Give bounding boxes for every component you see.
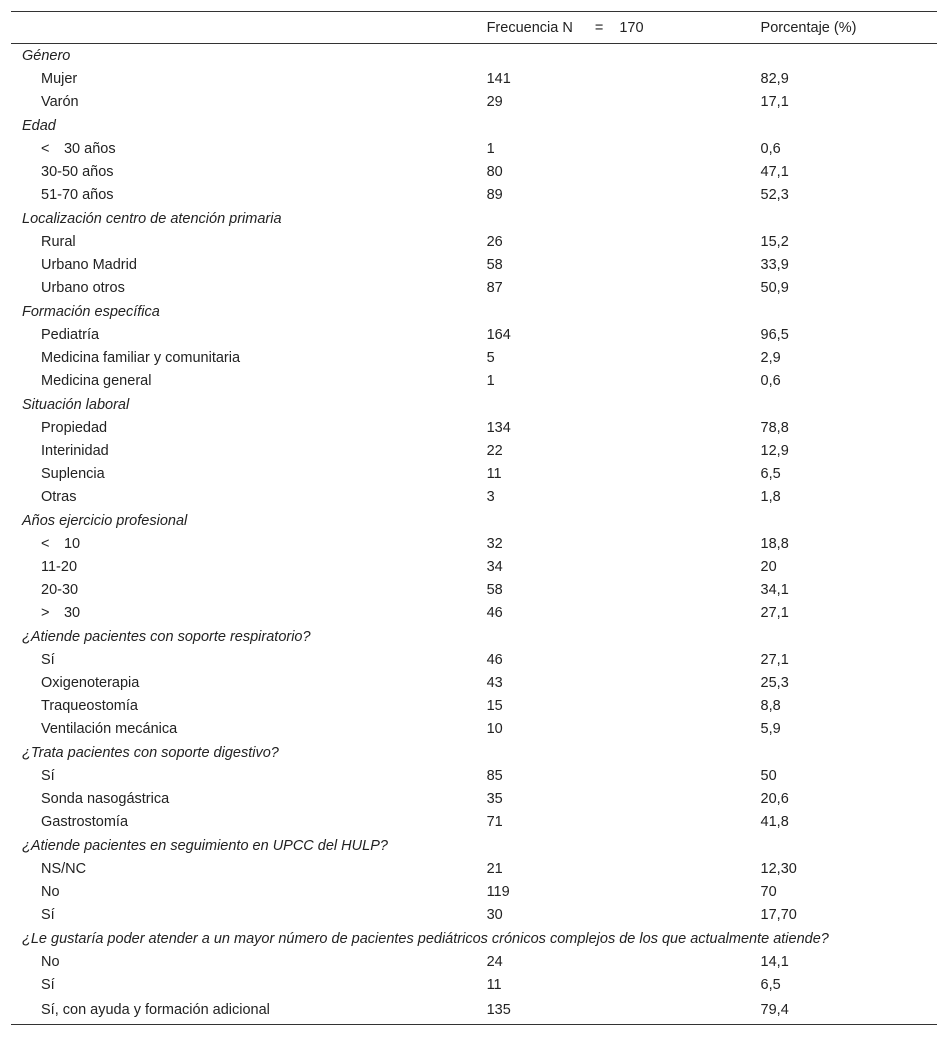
row-label: 20-30 — [41, 582, 79, 598]
header-frequency-label: Frecuencia N — [486, 19, 573, 36]
row-label: Propiedad — [41, 420, 108, 436]
row-frequency: 164 — [486, 327, 511, 343]
section-title: ¿Trata pacientes con soporte digestivo? — [22, 744, 279, 761]
row-frequency: 46 — [486, 652, 503, 668]
row-percentage: 20 — [760, 559, 777, 575]
row-label: Sí — [41, 977, 55, 993]
row-label: Urbano Madrid — [41, 257, 137, 273]
row-percentage: 41,8 — [760, 814, 789, 830]
section-header-row — [11, 44, 937, 68]
row-frequency: 119 — [486, 884, 510, 900]
section-header-row — [11, 207, 937, 231]
row-frequency: 35 — [486, 791, 503, 807]
header-blank-cell — [11, 12, 477, 44]
table-row — [11, 440, 937, 463]
table-row — [11, 91, 937, 114]
row-percentage: 96,5 — [760, 327, 789, 343]
table-row — [11, 579, 937, 602]
row-label: Mujer — [41, 71, 78, 87]
table-row — [11, 881, 937, 904]
row-label: < 30 años — [41, 141, 116, 157]
header-frequency — [477, 12, 751, 44]
row-frequency: 22 — [486, 443, 503, 459]
row-label: Sí — [41, 652, 55, 668]
row-label: 11-20 — [41, 559, 78, 575]
row-label: Urbano otros — [41, 280, 125, 296]
row-percentage: 1,8 — [760, 489, 781, 505]
row-frequency: 89 — [486, 187, 503, 203]
section-header-row — [11, 509, 937, 533]
row-label: Sí, con ayuda y formación adicional — [11, 997, 477, 1025]
section-header-row — [11, 927, 937, 951]
table-row — [11, 184, 937, 207]
row-label: Varón — [41, 94, 79, 110]
table-row — [11, 347, 937, 370]
section-title: Formación específica — [22, 303, 160, 320]
row-label: Medicina familiar y comunitaria — [41, 350, 241, 366]
table-row — [11, 231, 937, 254]
row-frequency: 43 — [486, 675, 503, 691]
section-title: Edad — [22, 117, 56, 134]
row-label: 30-50 años — [41, 164, 114, 180]
table-row — [11, 463, 937, 486]
row-frequency: 58 — [486, 257, 503, 273]
row-percentage: 15,2 — [760, 234, 789, 250]
row-percentage: 6,5 — [760, 977, 781, 993]
row-percentage: 50,9 — [760, 280, 789, 296]
table-row — [11, 370, 937, 393]
row-frequency: 26 — [486, 234, 503, 250]
row-percentage: 79,4 — [751, 997, 937, 1025]
row-label: Otras — [41, 489, 77, 505]
row-frequency: 141 — [486, 71, 511, 87]
table-row — [11, 277, 937, 300]
row-frequency: 134 — [486, 420, 511, 436]
row-label: Pediatría — [41, 327, 100, 343]
row-frequency: 30 — [486, 907, 503, 923]
row-percentage: 18,8 — [760, 536, 789, 552]
row-percentage: 8,8 — [760, 698, 781, 714]
section-header-row — [11, 300, 937, 324]
table-row — [11, 904, 937, 927]
row-label: Sonda nasogástrica — [41, 791, 170, 807]
row-frequency: 87 — [486, 280, 503, 296]
demographics-table — [11, 11, 937, 1025]
section-header-row — [11, 741, 937, 765]
row-percentage: 70 — [760, 884, 777, 900]
section-title: ¿Le gustaría poder atender a un mayor número de pacientes pediátricos crónicos complejos de los que actualmente atiende? — [22, 930, 829, 947]
table-row — [11, 324, 937, 347]
row-label: < 10 — [41, 536, 81, 552]
row-frequency: 24 — [486, 954, 503, 970]
row-percentage: 52,3 — [760, 187, 789, 203]
section-title: Género — [22, 47, 71, 64]
row-label: Ventilación mecánica — [41, 721, 178, 737]
row-label: Suplencia — [41, 466, 105, 482]
table-row — [11, 649, 937, 672]
row-label: No — [41, 954, 60, 970]
table-body — [11, 44, 937, 1025]
row-frequency: 1 — [486, 373, 495, 389]
row-percentage: 82,9 — [760, 71, 789, 87]
section-header-row — [11, 114, 937, 138]
row-label: Interinidad — [41, 443, 109, 459]
table-row — [11, 811, 937, 834]
row-percentage: 0,6 — [760, 141, 781, 157]
header-frequency-equals: = — [594, 19, 604, 36]
row-frequency: 32 — [486, 536, 503, 552]
row-percentage: 12,9 — [760, 443, 789, 459]
row-percentage: 50 — [760, 768, 777, 784]
section-title: Años ejercicio profesional — [22, 512, 188, 529]
row-percentage: 5,9 — [760, 721, 781, 737]
header-frequency-n: 170 — [619, 19, 644, 36]
table-row — [11, 788, 937, 811]
row-label: Medicina general — [41, 373, 152, 389]
table-row — [11, 602, 937, 625]
section-header-row — [11, 393, 937, 417]
section-title: ¿Atiende pacientes con soporte respiratorio? — [22, 628, 311, 645]
row-label: 51-70 años — [41, 187, 114, 203]
table-row — [11, 765, 937, 788]
row-frequency: 21 — [486, 861, 503, 877]
row-percentage: 6,5 — [760, 466, 781, 482]
row-frequency: 5 — [486, 350, 495, 366]
row-percentage: 17,1 — [760, 94, 789, 110]
row-percentage: 47,1 — [760, 164, 789, 180]
row-label: Traqueostomía — [41, 698, 138, 714]
header-percentage: Porcentaje (%) — [751, 12, 937, 44]
table-row — [11, 533, 937, 556]
row-percentage: 33,9 — [760, 257, 789, 273]
section-title: Situación laboral — [22, 396, 130, 413]
row-label: NS/NC — [41, 861, 87, 877]
table-row — [11, 161, 937, 184]
row-frequency: 34 — [486, 559, 503, 575]
table-row — [11, 486, 937, 509]
row-frequency: 71 — [486, 814, 503, 830]
section-header-row — [11, 834, 937, 858]
table-row — [11, 858, 937, 881]
table-row — [11, 718, 937, 741]
row-label: Rural — [41, 234, 76, 250]
table-row — [11, 997, 937, 1025]
row-frequency: 135 — [477, 997, 751, 1025]
row-frequency: 1 — [486, 141, 495, 157]
table-row — [11, 695, 937, 718]
row-percentage: 0,6 — [760, 373, 781, 389]
row-label: No — [41, 884, 60, 900]
row-frequency: 11 — [486, 977, 502, 993]
row-frequency: 80 — [486, 164, 503, 180]
row-percentage: 25,3 — [760, 675, 789, 691]
row-frequency: 15 — [486, 698, 503, 714]
row-percentage: 14,1 — [760, 954, 789, 970]
row-frequency: 85 — [486, 768, 503, 784]
row-frequency: 3 — [486, 489, 495, 505]
row-percentage: 27,1 — [760, 652, 789, 668]
row-percentage: 17,70 — [760, 907, 797, 923]
row-percentage: 2,9 — [760, 350, 781, 366]
row-label: Oxigenoterapia — [41, 675, 140, 691]
row-label: Sí — [41, 768, 55, 784]
table-row — [11, 974, 937, 997]
table-row — [11, 417, 937, 440]
table-row — [11, 556, 937, 579]
table-row — [11, 254, 937, 277]
row-percentage: 34,1 — [760, 582, 789, 598]
row-frequency: 29 — [486, 94, 503, 110]
table-header-row — [11, 12, 937, 44]
row-percentage: 78,8 — [760, 420, 789, 436]
row-frequency: 11 — [486, 466, 502, 482]
section-title: ¿Atiende pacientes en seguimiento en UPCC del HULP? — [22, 837, 388, 854]
table-row — [11, 138, 937, 161]
table-row — [11, 68, 937, 91]
row-frequency: 10 — [486, 721, 503, 737]
row-percentage: 12,30 — [760, 861, 797, 877]
row-label: Gastrostomía — [41, 814, 129, 830]
table-row — [11, 672, 937, 695]
section-title: Localización centro de atención primaria — [22, 210, 282, 227]
row-percentage: 27,1 — [760, 605, 789, 621]
section-header-row — [11, 625, 937, 649]
row-label: > 30 — [41, 605, 81, 621]
row-frequency: 58 — [486, 582, 503, 598]
row-percentage: 20,6 — [760, 791, 789, 807]
table-row — [11, 951, 937, 974]
row-label: Sí — [41, 907, 55, 923]
row-frequency: 46 — [486, 605, 503, 621]
